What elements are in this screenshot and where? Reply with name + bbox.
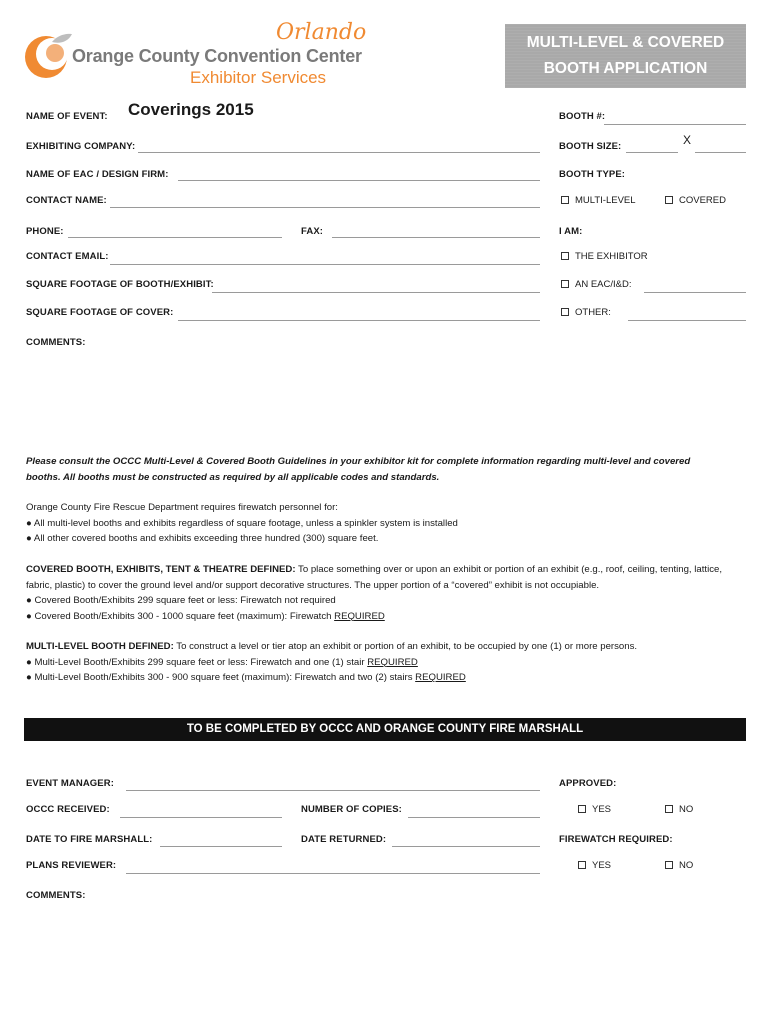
fire-requirements bbox=[26, 500, 746, 547]
event-manager-label: EVENT MANAGER: bbox=[26, 778, 114, 789]
plans-reviewer-field[interactable] bbox=[126, 873, 540, 874]
date-fire-field[interactable] bbox=[160, 846, 282, 847]
exhibiting-company-label: EXHIBITING COMPANY: bbox=[26, 141, 136, 152]
sqft-booth-field[interactable] bbox=[212, 292, 540, 293]
approved-no-checkbox[interactable] bbox=[665, 805, 673, 813]
other-checkbox[interactable] bbox=[561, 308, 569, 316]
multilevel-label: MULTI-LEVEL bbox=[575, 195, 636, 206]
eac-name-field[interactable] bbox=[644, 292, 746, 293]
covered-definition bbox=[26, 562, 726, 624]
eac-checkbox[interactable] bbox=[561, 280, 569, 288]
approved-no[interactable] bbox=[665, 804, 693, 815]
exhibitor-label: THE EXHIBITOR bbox=[575, 251, 648, 262]
multi-heading: MULTI-LEVEL BOOTH DEFINED: bbox=[26, 641, 174, 652]
booth-size-label: BOOTH SIZE: bbox=[559, 141, 622, 152]
booth-type-label: BOOTH TYPE: bbox=[559, 169, 626, 180]
approved-yes[interactable] bbox=[578, 804, 611, 815]
option-other[interactable] bbox=[561, 307, 611, 318]
eac-option-label: AN EAC/I&D: bbox=[575, 279, 632, 290]
name-of-event-value[interactable]: Coverings 2015 bbox=[128, 100, 254, 119]
firewatch-yes-checkbox[interactable] bbox=[578, 861, 586, 869]
multilevel-definition bbox=[26, 639, 746, 686]
contact-name-field[interactable] bbox=[110, 207, 540, 208]
eac-label: NAME OF EAC / DESIGN FIRM: bbox=[26, 169, 169, 180]
multi-required-2: REQUIRED bbox=[415, 672, 466, 683]
i-am-label: I AM: bbox=[559, 226, 583, 237]
multi-bullet-1: ● Multi-Level Booth/Exhibits 299 square feet or less: Firewatch and one (1) stair bbox=[26, 656, 368, 668]
multi-text: To construct a level or tier atop an exhibit or portion of an exhibit, to be occupied by one (1) or more persons. bbox=[173, 641, 638, 652]
option-covered[interactable] bbox=[665, 195, 726, 206]
event-manager-field[interactable] bbox=[126, 790, 540, 791]
option-multilevel[interactable] bbox=[561, 195, 636, 206]
eac-field[interactable] bbox=[178, 180, 540, 181]
logo-script: Orlando bbox=[276, 20, 367, 45]
occc-received-field[interactable] bbox=[120, 817, 282, 818]
covered-paragraph bbox=[26, 562, 726, 593]
plans-reviewer-label: PLANS REVIEWER: bbox=[26, 860, 117, 871]
firewatch-no-checkbox[interactable] bbox=[665, 861, 673, 869]
form-title-line2: BOOTH APPLICATION bbox=[543, 60, 708, 77]
phone-label: PHONE: bbox=[26, 226, 64, 237]
date-returned-label: DATE RETURNED: bbox=[301, 834, 387, 845]
multi-bullet-2-row bbox=[26, 670, 746, 686]
covered-bullet-1: ● Covered Booth/Exhibits 299 square feet or less: Firewatch not required bbox=[26, 595, 336, 606]
firewatch-no[interactable] bbox=[665, 860, 693, 871]
covered-checkbox[interactable] bbox=[665, 196, 673, 204]
comments-label: COMMENTS: bbox=[26, 337, 86, 348]
covered-text: To place something over or upon an exhibit or portion of an exhibit (e.g., roof, ceiling, tenting, lattice, fabric, plastic) to cover the ground level and/or support decorative structures. The upper portion of a “covered” exhibit is not occupiable. bbox=[26, 564, 722, 591]
fax-label: FAX: bbox=[301, 226, 324, 237]
occc-logo-icon bbox=[22, 30, 74, 82]
sqft-cover-label: SQUARE FOOTAGE OF COVER: bbox=[26, 307, 174, 318]
firewatch-no-label: NO bbox=[679, 860, 694, 871]
fire-bullet-1: ● All multi-level booths and exhibits regardless of square footage, unless a spinkler system is installed bbox=[26, 517, 458, 529]
form-title bbox=[505, 24, 746, 88]
fax-field[interactable] bbox=[332, 237, 540, 238]
exhibiting-company-field[interactable] bbox=[138, 152, 540, 153]
multi-bullet-2: ● Multi-Level Booth/Exhibits 300 - 900 square feet (maximum): Firewatch and two (2) stairs bbox=[26, 672, 416, 683]
covered-bullet-2: ● Covered Booth/Exhibits 300 - 1000 square feet (maximum): Firewatch bbox=[26, 610, 335, 622]
multilevel-checkbox[interactable] bbox=[561, 196, 569, 204]
firewatch-yes[interactable] bbox=[578, 860, 611, 871]
option-exhibitor[interactable] bbox=[561, 251, 648, 262]
consult-note: Please consult the OCCC Multi-Level & Covered Booth Guidelines in your exhibitor kit for complete information regarding multi-level and covered booths. All booths must be constructed as required by all applicable codes and standards. bbox=[26, 456, 691, 483]
booth-size-x: X bbox=[683, 133, 692, 147]
contact-name-label: CONTACT NAME: bbox=[26, 195, 107, 206]
other-field[interactable] bbox=[628, 320, 746, 321]
name-of-event-label: NAME OF EVENT: bbox=[26, 111, 108, 122]
firewatch-label: FIREWATCH REQUIRED: bbox=[559, 834, 673, 845]
fire-intro: Orange County Fire Rescue Department requires firewatch personnel for: bbox=[26, 502, 338, 513]
logo-subtitle: Exhibitor Services bbox=[190, 68, 327, 87]
booth-size-width-field[interactable] bbox=[626, 152, 678, 153]
option-eac[interactable] bbox=[561, 279, 632, 290]
phone-field[interactable] bbox=[68, 237, 282, 238]
booth-number-field[interactable] bbox=[604, 124, 746, 125]
date-fire-label: DATE TO FIRE MARSHALL: bbox=[26, 834, 153, 845]
multi-bullet-1-row bbox=[26, 655, 746, 671]
other-label: OTHER: bbox=[575, 307, 611, 318]
form-title-line1: MULTI-LEVEL & COVERED bbox=[526, 34, 725, 51]
office-comments-label: COMMENTS: bbox=[26, 890, 86, 901]
sqft-booth-label: SQUARE FOOTAGE OF BOOTH/EXHIBIT: bbox=[26, 279, 214, 290]
covered-bullet-2-row bbox=[26, 609, 726, 625]
date-returned-field[interactable] bbox=[392, 846, 540, 847]
contact-email-label: CONTACT EMAIL: bbox=[26, 251, 109, 262]
exhibitor-checkbox[interactable] bbox=[561, 252, 569, 260]
covered-required: REQUIRED bbox=[334, 610, 385, 622]
sqft-cover-field[interactable] bbox=[178, 320, 540, 321]
covered-heading: COVERED BOOTH, EXHIBITS, TENT & THEATRE DEFINED: bbox=[26, 564, 296, 575]
firewatch-yes-label: YES bbox=[592, 860, 612, 871]
occc-received-label: OCCC RECEIVED: bbox=[26, 804, 110, 815]
fire-bullet-2: ● All other covered booths and exhibits exceeding three hundred (300) square feet. bbox=[26, 533, 379, 544]
covered-label: COVERED bbox=[679, 195, 726, 206]
booth-number-label: BOOTH #: bbox=[559, 111, 606, 122]
approved-label: APPROVED: bbox=[559, 778, 617, 789]
booth-size-depth-field[interactable] bbox=[695, 152, 746, 153]
copies-field[interactable] bbox=[408, 817, 540, 818]
contact-email-field[interactable] bbox=[110, 264, 540, 265]
multi-paragraph bbox=[26, 639, 746, 655]
copies-label: NUMBER OF COPIES: bbox=[301, 804, 402, 815]
office-use-bar: TO BE COMPLETED BY OCCC AND ORANGE COUNTY FIRE MARSHALL bbox=[24, 718, 746, 741]
approved-yes-label: YES bbox=[592, 804, 612, 815]
multi-required-1: REQUIRED bbox=[367, 656, 418, 668]
logo-title: Orange County Convention Center bbox=[72, 46, 362, 66]
approved-no-label: NO bbox=[679, 804, 694, 815]
approved-yes-checkbox[interactable] bbox=[578, 805, 586, 813]
